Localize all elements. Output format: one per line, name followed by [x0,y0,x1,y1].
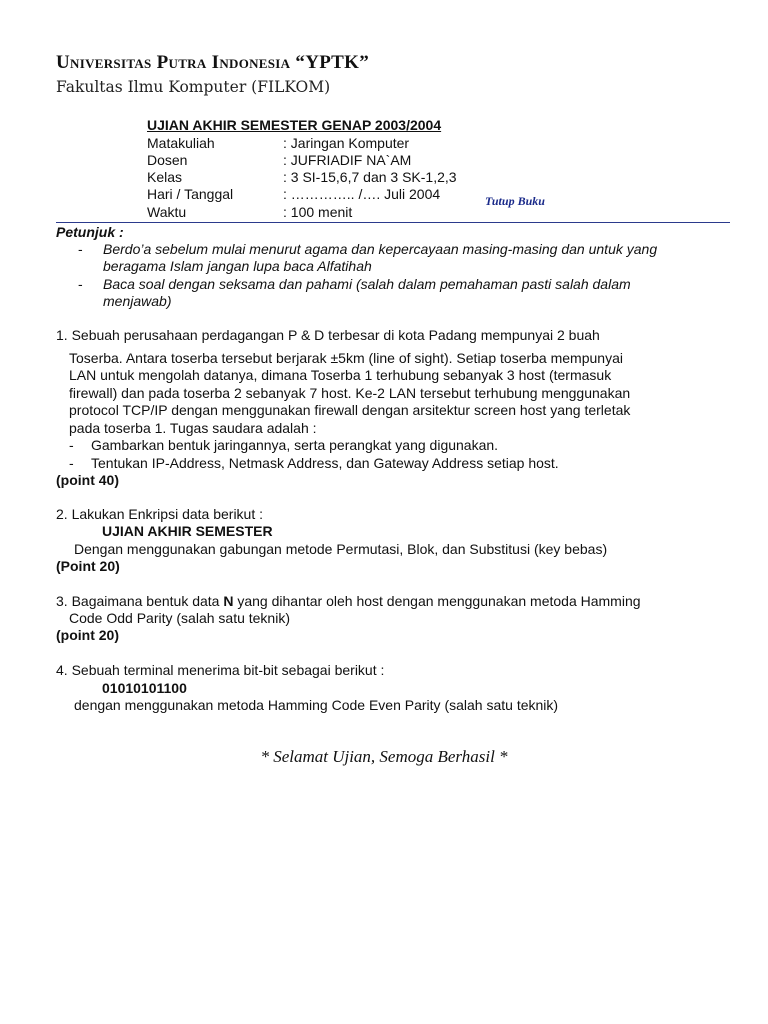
question-3-data: N [223,593,234,609]
info-label-kelas: Kelas [147,169,183,185]
question-3-pre: 3. Bagaimana bentuk data [56,593,224,609]
info-label-matakuliah: Matakuliah [147,135,215,151]
task-bullet: - [69,437,74,453]
instruction-bullet: - [78,241,83,257]
question-1-line: protocol TCP/IP dengan menggunakan firewall dengan arsitektur screen host yang terletak [69,402,631,418]
question-1-line: Toserba. Antara toserba tersebut berjarak ±5km (line of sight). Setiap toserba mempunyai [69,350,623,366]
question-1-line: LAN untuk mengolah datanya, dimana Toserba 1 terhubung sebanyak 3 host (termasuk [69,367,612,383]
exam-title: UJIAN AKHIR SEMESTER GENAP 2003/2004 [147,117,442,133]
info-value-dosen: : JUFRIADIF NA`AM [283,152,412,168]
exam-mode-note: Tutup Buku [485,194,545,208]
info-value-hari-tanggal: : ………….. /…. Juli 2004 [283,186,441,202]
question-2-method: Dengan menggunakan gabungan metode Permutasi, Blok, dan Substitusi (key bebas) [74,541,608,557]
faculty-name: Fakultas Ilmu Komputer (FILKOM) [56,78,331,96]
question-3-post: yang dihantar oleh host dengan menggunakan metoda Hamming [233,593,641,609]
instruction-2-line2: menjawab) [103,293,172,309]
instruction-1-line1: Berdo’a sebelum mulai menurut agama dan kepercayaan masing-masing dan untuk yang [103,241,658,257]
instruction-bullet: - [78,276,83,292]
question-2-data: UJIAN AKHIR SEMESTER [102,523,273,539]
instruction-1-line2: beragama Islam jangan lupa baca Alfatihah [103,258,372,274]
question-4-intro: 4. Sebuah terminal menerima bit-bit sebagai berikut : [56,662,385,678]
info-value-waktu: : 100 menit [283,204,353,220]
instructions-title: Petunjuk : [56,224,124,240]
question-3-line1 [56,593,641,609]
question-1-line: pada toserba 1. Tugas saudara adalah : [69,420,317,436]
info-value-matakuliah: : Jaringan Komputer [283,135,410,151]
info-label-hari-tanggal: Hari / Tanggal [147,186,234,202]
info-label-dosen: Dosen [147,152,188,168]
task-bullet: - [69,455,74,471]
question-1-intro: 1. Sebuah perusahaan perdagangan P & D terbesar di kota Padang mempunyai 2 buah [56,327,600,343]
info-value-kelas: : 3 SI-15,6,7 dan 3 SK-1,2,3 [283,169,457,185]
question-1-line: firewall) dan pada toserba 2 sebanyak 7 host. Ke-2 LAN tersebut terhubung menggunakan [69,385,631,401]
info-label-waktu: Waktu [147,204,187,220]
question-1-points: (point 40) [56,472,119,488]
closing-message: * Selamat Ujian, Semoga Berhasil * [260,747,508,766]
question-4-bits: 01010101100 [102,680,187,696]
question-2-points: (Point 20) [56,558,120,574]
question-4-method: dengan menggunakan metoda Hamming Code Even Parity (salah satu teknik) [74,697,559,713]
question-1-task-2: Tentukan IP-Address, Netmask Address, dan Gateway Address setiap host. [91,455,559,471]
question-1-task-1: Gambarkan bentuk jaringannya, serta perangkat yang digunakan. [91,437,499,453]
university-name: Universitas Putra Indonesia “YPTK” [56,52,370,73]
question-2-intro: 2. Lakukan Enkripsi data berikut : [56,506,264,522]
instruction-2-line1: Baca soal dengan seksama dan pahami (salah dalam pemahaman pasti salah dalam [103,276,631,292]
header-divider [56,222,730,223]
question-3-points: (point 20) [56,627,119,643]
question-3-line2: Code Odd Parity (salah satu teknik) [69,610,290,626]
